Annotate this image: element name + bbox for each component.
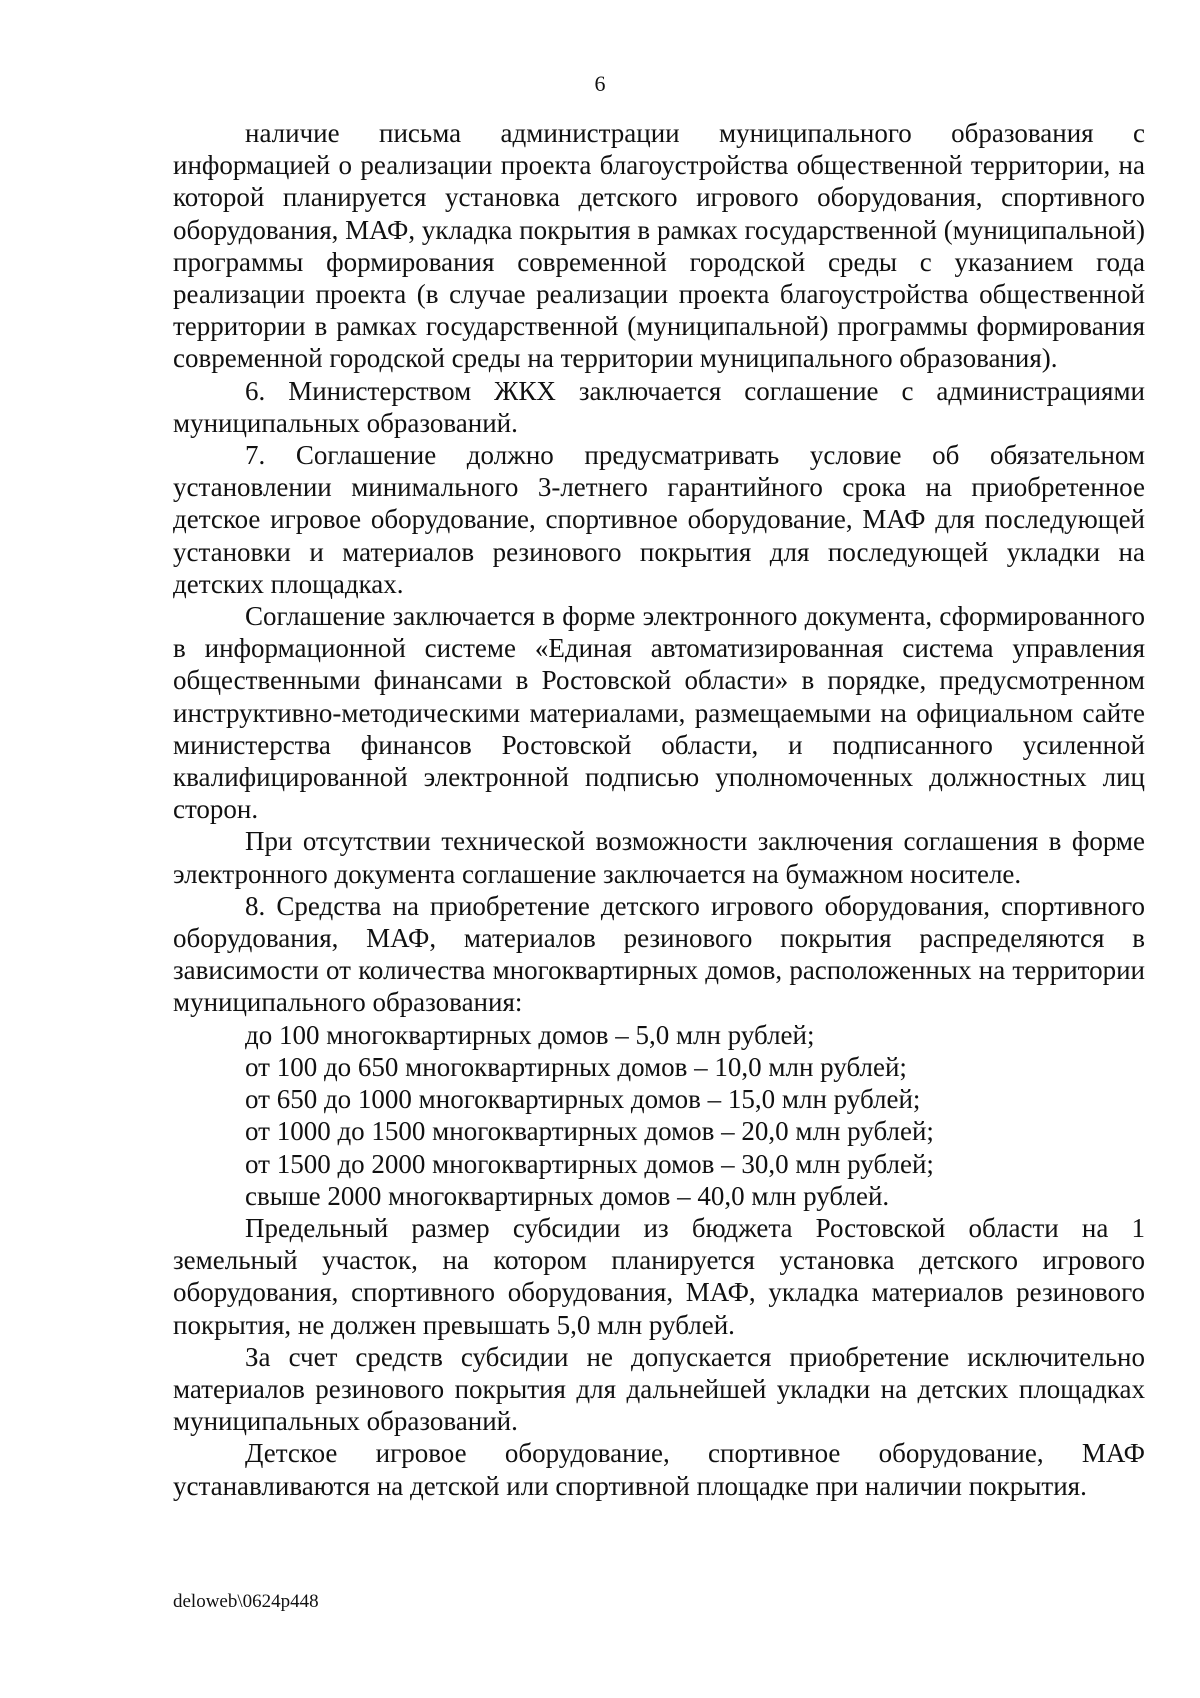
list-item: от 100 до 650 многоквартирных домов – 10,0 млн рублей; <box>245 1051 907 1082</box>
page-number: 6 <box>594 71 606 96</box>
paragraph-subsidy-restriction: За счет средств субсидии не допускается приобретение исключительно материалов резинового покрытия для дальнейшей укладки на детских площадках муниципальных образований. <box>173 1341 1145 1437</box>
paragraph-agreement-paper: При отсутствии технической возможности заключения соглашения в форме электронного документа соглашение заключается на бумажном носителе. <box>173 826 1145 889</box>
list-item: от 1000 до 1500 многоквартирных домов – 20,0 млн рублей; <box>245 1116 934 1147</box>
paragraph-installation-condition: Детское игровое оборудование, спортивное оборудование, МАФ устанавливаются на детской или спортивной площадке при наличии покрытия. <box>173 1438 1145 1501</box>
document-body <box>173 117 1145 1502</box>
document-footer-code: deloweb\0624p448 <box>173 1591 319 1612</box>
distribution-list <box>173 1019 1145 1212</box>
paragraph-subsidy-limit: Предельный размер субсидии из бюджета Ростовской области на 1 земельный участок, на котором планируется установка детского игрового оборудования, спортивного оборудования, МАФ, укладка материалов резинового покрытия, не должен превышать 5,0 млн рублей. <box>173 1212 1145 1340</box>
list-item: свыше 2000 многоквартирных домов – 40,0 млн рублей. <box>245 1180 890 1211</box>
paragraph-item-6: 6. Министерством ЖКХ заключается соглашение с администрациями муниципальных образований. <box>173 375 1145 438</box>
paragraph-letter-requirement: наличие письма администрации муниципального образования с информацией о реализации проекта благоустройства общественной территории, на которой планируется установка детского игрового оборудования, спортивного оборудования, МАФ, укладка покрытия в рамках государственной (муниципальной) программы формирования современной городской среды с указанием года реализации проекта (в случае реализации проекта благоустройства общественной территории в рамках государственной (муниципальной) программы формирования современной городской среды на территории муниципального образования). <box>173 118 1145 374</box>
paragraph-agreement-electronic: Соглашение заключается в форме электронного документа, сформированного в информационной системе «Единая автоматизированная система управления общественными финансами в Ростовской области» в порядке, предусмотренном инструктивно-методическими материалами, размещаемыми на официальном сайте министерства финансов Ростовской области, и подписанного усиленной квалифицированной электронной подписью уполномоченных должностных лиц сторон. <box>173 601 1145 825</box>
paragraph-item-8: 8. Средства на приобретение детского игрового оборудования, спортивного оборудования, МАФ, материалов резинового покрытия распределяются в зависимости от количества многоквартирных домов, расположенных на территории муниципального образования: <box>173 890 1145 1018</box>
paragraph-item-7: 7. Соглашение должно предусматривать условие об обязательном установлении минимального 3-летнего гарантийного срока на приобретенное детское игровое оборудование, спортивное оборудование, МАФ для последующей установки и материалов резинового покрытия для последующей укладки на детских площадках. <box>173 440 1145 599</box>
list-item: от 650 до 1000 многоквартирных домов – 15,0 млн рублей; <box>245 1084 921 1115</box>
list-item: до 100 многоквартирных домов – 5,0 млн рублей; <box>245 1019 815 1050</box>
list-item: от 1500 до 2000 многоквартирных домов – 30,0 млн рублей; <box>245 1148 934 1179</box>
